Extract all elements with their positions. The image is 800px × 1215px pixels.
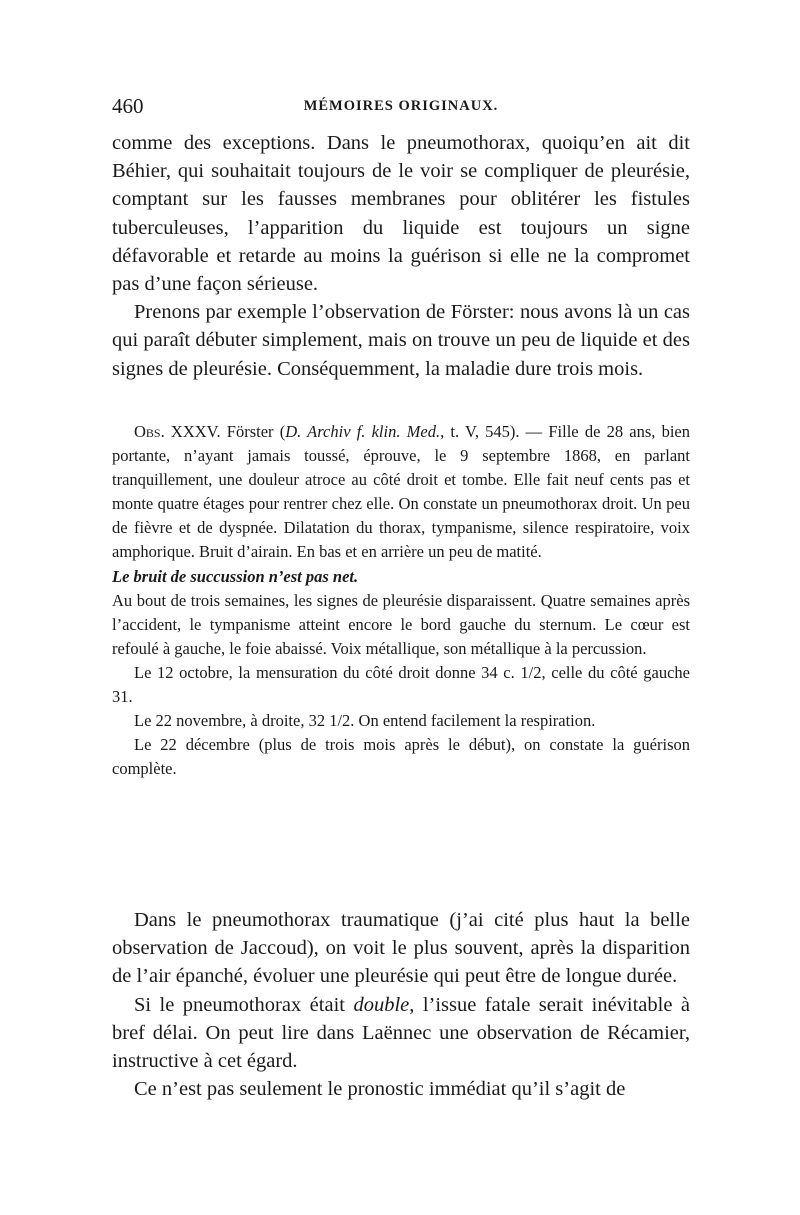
paragraph-3: Dans le pneumothorax traumatique (j’ai cité plus haut la belle observation de Jaccoud), on voit le plus souvent, après la disparition de l’air épanché, évoluer une pleurésie qui peut être de longue durée.	[112, 909, 690, 988]
paragraph-5: Ce n’est pas seulement le pronostic immédiat qu’il s’agit de	[134, 1078, 626, 1101]
observation-paragraph-5: Le 22 novembre, à droite, 32 1/2. On entend facilement la respiration.	[134, 711, 596, 731]
observation-author: Förster (	[226, 422, 286, 441]
observation-paragraph-6: Le 22 décembre (plus de trois mois après le début), on constate la guérison complète.	[112, 735, 690, 779]
paragraph-4: Si le pneumothorax était double, l’issue fatale serait inévitable à bref délai. On peut lire dans Laënnec une observation de Récamier, instructive à cet égard.	[112, 993, 691, 1073]
main-text-bottom	[112, 906, 690, 1103]
observation-paragraph-3: Au bout de trois semaines, les signes de pleurésie disparaissent. Quatre semaines après l’accident, le tympanisme atteint encore le bord gauche du sternum. Le cœur est refoulé à gauche, le foie abaissé. Voix métallique, son métallique à la percussion.	[112, 590, 690, 658]
page-number: 460	[112, 94, 144, 118]
observation-label: Obs. XXXV.	[134, 422, 221, 441]
observation-journal: D. Archiv f. klin. Med.	[285, 422, 441, 441]
paragraph-1: comme des exceptions. Dans le pneumothorax, quoiqu’en ait dit Béhier, qui souhaitait toujours de le voir se compliquer de pleurésie, comptant sur les fausses membranes pour oblitérer les fistules tuberculeuses, l’apparition du liquide est toujours un signe défavorable et retarde au moins la guérison si elle ne la compromet pas d’une façon sérieuse.	[112, 132, 690, 296]
paragraph-2: Prenons par exemple l’observation de Förster: nous avons là un cas qui paraît débuter simplement, mais on trouve un peu de liquide et des signes de pleurésie. Conséquemment, la maladie dure trois mois.	[112, 301, 690, 380]
page-header	[112, 94, 690, 124]
emphasis-double: double	[353, 993, 410, 1016]
main-text-top	[112, 129, 690, 383]
observation-block	[112, 420, 690, 781]
observation-details: , t. V, 545). — Fille de 28 ans, bien portante, n’ayant jamais toussé, éprouve, le 9 septembre 1868, en parlant tranquillement, une douleur atroce au côté droit et tombe. Elle fait neuf cents pas et monte quatre étages pour rentrer chez elle. On constate un pneumothorax droit. Un peu de fièvre et de dyspnée. Dilatation du thorax, tympanisme, silence respiratoire, voix amphorique. Bruit d’airain. En bas et en arrière un peu de matité.	[112, 422, 690, 562]
observation-paragraph-4: Le 12 octobre, la mensuration du côté droit donne 34 c. 1/2, celle du côté gauche 31.	[112, 662, 690, 707]
observation-italic-note: Le bruit de succussion n’est pas net.	[112, 566, 359, 586]
running-title: MÉMOIRES ORIGINAUX.	[303, 98, 499, 114]
observation-intro	[112, 420, 690, 565]
